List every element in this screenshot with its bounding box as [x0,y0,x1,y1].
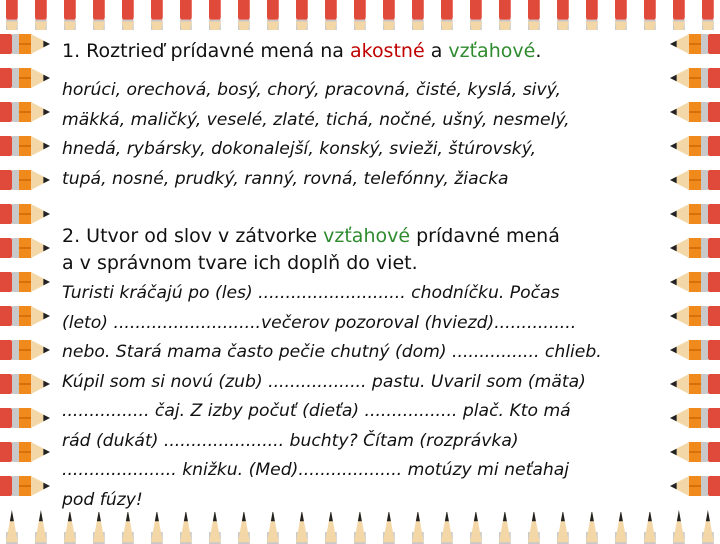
pencil-icon [151,0,171,30]
pencil-icon [528,510,548,544]
exercise-line: ..................... knižku. (Med)................... motúzy mi neťahaj [62,460,570,480]
pencil-icon [470,510,490,544]
pencil-icon [64,0,84,30]
pencil-icon [673,510,693,544]
pencil-icon [0,170,50,190]
pencil-icon [0,476,50,496]
exercise-line: nebo. Stará mama často pečie chutný (dom) ................ chlieb. [62,342,602,362]
pencil-icon [209,0,229,30]
pencil-icon [702,510,720,544]
word-list-line: tupá, nosné, prudký, ranný, rovná, telefónny, žiacka [62,168,509,189]
pencil-icon [470,0,490,30]
pencil-icon [296,510,316,544]
pencil-icon [354,510,374,544]
pencil-icon [644,0,664,30]
pencil-icon [499,510,519,544]
pencil-icon [670,136,720,156]
pencil-icon [0,102,50,122]
task-2-heading-prefix: 2. Utvor od slov v zátvorke [62,225,324,247]
exercise-line: Turisti kráčajú po (les) ........................... chodníčku. Počas [62,283,560,303]
pencil-icon [412,0,432,30]
pencil-icon [267,0,287,30]
pencil-icon [383,510,403,544]
pencil-icon [0,238,50,258]
pencil-icon [557,0,577,30]
pencil-icon [35,0,55,30]
pencil-icon [122,510,142,544]
word-list-line: mäkká, maličký, veselé, zlaté, tichá, nočné, ušný, nesmelý, [62,109,570,130]
pencil-icon [670,408,720,428]
pencil-icon [670,34,720,54]
pencil-icon [670,170,720,190]
task-1-heading-prefix: 1. Roztrieď prídavné mená na [62,40,350,62]
pencil-icon [670,476,720,496]
pencil-icon [670,204,720,224]
pencil-icon [325,510,345,544]
word-list-line: hnedá, rybársky, dokonalejší, konský, svieži, štúrovský, [62,139,537,159]
pencil-icon [702,0,720,30]
pencil-icon [325,0,345,30]
pencil-icon [0,204,50,224]
task-1-heading-suffix: . [535,40,542,62]
pencil-icon [151,510,171,544]
exercise-line: rád (dukát) ...................... buchty? Čítam (rozprávka) [62,430,519,451]
exercise-line: pod fúzy! [62,489,143,510]
worksheet-content [56,30,666,512]
pencil-icon [670,238,720,258]
exercise-line: ................ čaj. Z izby počuť (dieťa) ................. plač. Kto má [62,401,571,421]
pencil-icon [670,102,720,122]
pencil-icon [0,68,50,88]
pencil-icon [122,0,142,30]
pencil-icon [296,0,316,30]
pencil-icon [238,0,258,30]
fill-in-exercise [62,279,666,515]
pencil-icon [0,34,50,54]
term-vztahove: vzťahové [448,40,536,62]
pencil-icon [670,374,720,394]
pencil-icon [6,0,26,30]
pencil-icon [0,272,50,292]
pencil-icon [412,510,432,544]
pencil-icon [0,136,50,156]
pencil-icon [93,0,113,30]
pencil-icon [670,306,720,326]
pencil-icon [557,510,577,544]
pencil-icon [441,510,461,544]
adjective-word-list [62,76,662,194]
task-1-heading [62,38,541,65]
pencil-icon [0,408,50,428]
pencil-icon [670,442,720,462]
pencil-icon [383,0,403,30]
task-2-heading [62,223,662,277]
pencil-icon [670,272,720,292]
pencil-icon [586,510,606,544]
pencil-icon [209,510,229,544]
pencil-icon [238,510,258,544]
pencil-icon [0,442,50,462]
task-1-heading-middle: a [424,40,449,62]
pencil-icon [670,68,720,88]
pencil-icon [670,340,720,360]
pencil-icon [0,374,50,394]
pencil-icon [267,510,287,544]
pencil-icon [354,0,374,30]
pencil-icon [615,510,635,544]
pencil-icon [528,0,548,30]
pencil-icon [644,510,664,544]
task-2-heading-line-2: a v správnom tvare ich doplň do viet. [62,252,418,274]
term-vztahove-2: vzťahové [323,225,411,247]
pencil-icon [93,510,113,544]
pencil-icon [499,0,519,30]
pencil-icon [0,340,50,360]
pencil-icon [35,510,55,544]
pencil-icon [180,510,200,544]
exercise-line: (leto) ...........................večerov pozoroval (hviezd)............... [62,312,577,333]
term-akostne: akostné [349,40,425,62]
pencil-icon [6,510,26,544]
pencil-icon [615,0,635,30]
pencil-icon [673,0,693,30]
pencil-icon [0,306,50,326]
pencil-icon [586,0,606,30]
word-list-line: horúci, orechová, bosý, chorý, pracovná, čisté, kyslá, sivý, [62,80,561,100]
exercise-line: Kúpil som si novú (zub) .................. pastu. Uvaril som (mäta) [62,371,586,392]
task-2-heading-suffix: prídavné mená [410,225,560,247]
pencil-icon [180,0,200,30]
pencil-icon [441,0,461,30]
pencil-icon [64,510,84,544]
